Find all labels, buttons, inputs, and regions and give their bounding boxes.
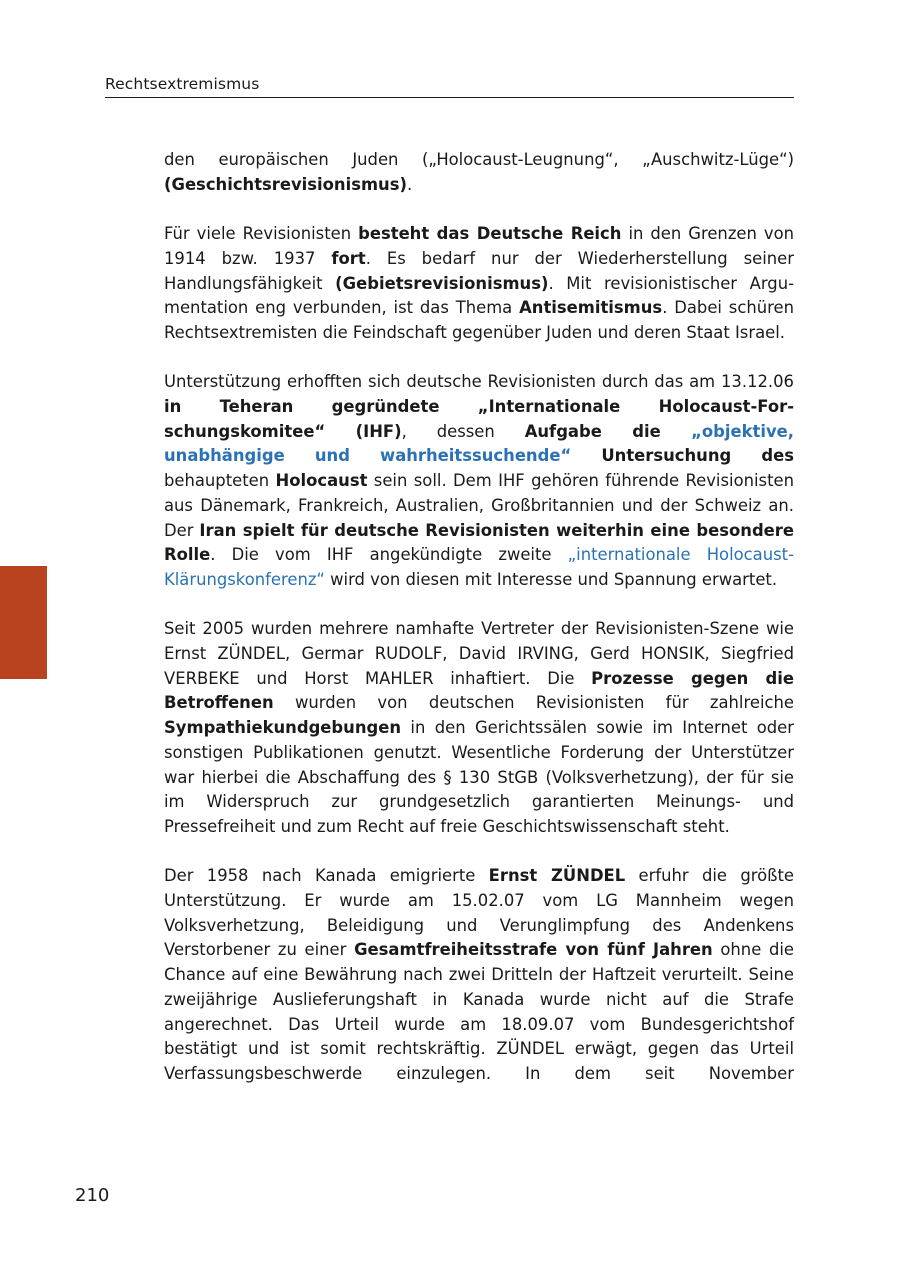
bold-text: Ernst ZÜNDEL [488,866,626,886]
bold-text: Holocaust [275,471,368,491]
paragraph-4 [164,617,794,839]
text-run: erfuhr die größte Unterstützung. Er wurde am 15.02.07 vom LG Mannheim wegen Volksverhetzung, Beleidigung und Verunglimpfung des Andenkens Verstorbener zu einer [164,866,794,960]
text-run: behaupteten [164,471,276,491]
text-run: . Die vom IHF angekündigte zweite [210,545,568,565]
highlighted-quote: „objektive, unabhängige und wahrheitssuchende“ [164,421,794,466]
text-run: Der 1958 nach Kanada emigrierte [164,866,489,886]
text-run: wurden von deutschen Revisionisten für zahlreiche [273,693,794,713]
bold-text: Antisemitismus [519,298,663,318]
bold-text: fort [331,248,366,268]
text-run: Unterstützung erhofften sich deutsche Revisionisten durch das am 13.12.06 [164,372,794,392]
bold-text: (Gebietsrevisionismus) [335,273,549,293]
bold-text: Sympathiekundgebungen [164,718,402,738]
running-header: Rechtsextremismus [105,75,794,98]
paragraph-3 [164,370,794,592]
text-run: . Dabei schüren Rechtsextremisten die Feindschaft gegenüber Juden und deren Staat Israel. [164,298,794,342]
text-run: Seit 2005 wurden mehrere namhafte Vertreter der Revisionisten-Szene wie Ernst ZÜNDEL, Germar RUDOLF, David IRVING, Gerd HONSIK, Siegfried VERBEKE und Horst MAHLER inhaftiert. Die [164,619,794,688]
text-run: . [406,174,413,194]
page-number: 210 [75,1185,110,1206]
text-run: wird von diesen mit Interesse und Spannung erwartet. [324,569,778,589]
highlighted-quote: „internationale Holocaust-Klärungskonferenz“ [164,545,794,589]
bold-text: Untersuchung des [571,446,794,466]
chapter-marker-tab [0,566,47,679]
text-run: , dessen [401,421,525,441]
bold-text: Iran spielt für deutsche Revisionisten weiterhin eine besondere Rolle [164,520,794,565]
text-run: ohne die Chance auf eine Bewährung nach zwei Dritteln der Haftzeit verurteilt. Seine zweijährige Auslieferungshaft in Kanada wurde nicht auf die Strafe angerechnet. Das Urteil wurde am 18.09.07 vom Bundesgerichtshof bestätigt und ist somit rechtskräftig. ZÜNDEL erwägt, gegen das Urteil Verfassungsbeschwerde einzulegen. In dem seit November [164,940,794,1083]
bold-text: Prozesse gegen die Betroffenen [164,668,795,713]
body-text [164,148,794,1111]
bold-text: Aufgabe die [524,421,692,441]
bold-text: besteht das Deutsche Reich [358,224,622,244]
bold-text: in Teheran gegründete „Internationale Holocaust-Forschungskomitee“ (IHF) [164,397,794,441]
text-run: . Es bedarf nur der Wiederherstellung seiner Handlungsfähigkeit [164,248,794,293]
paragraph-5 [164,864,794,1086]
text-run: in den Grenzen von 1914 bzw. 1937 [164,224,795,268]
text-run: Für viele Revisionisten [164,224,359,244]
bold-text: (Geschichtsrevisionismus) [164,174,407,194]
paragraph-2 [164,222,794,346]
text-run: sein soll. Dem IHF gehören führende Revisionisten aus Dänemark, Frankreich, Australien, Großbritannien und der Schweiz an. Der [164,471,794,540]
text-run: . Mit revisionistischer Argumentation eng verbunden, ist das Thema [164,273,795,318]
text-run: in den Gerichtssälen sowie im Internet oder sonstigen Publikationen genutzt. Wesentliche Forderung der Unterstützer war hierbei die Abschaffung des § 130 StGB (Volksverhetzung), der für sie im Widerspruch zur grundgesetzlich garantierten Meinungs- und Pressefreiheit und zum Recht auf freie Geschichtswissenschaft steht. [164,718,794,836]
paragraph-1 [164,148,794,197]
bold-text: Gesamtfreiheitsstrafe von fünf Jahren [354,940,713,960]
text-run: den europäischen Juden („Holocaust-Leugnung“, „Auschwitz-Lüge“) [164,150,794,169]
